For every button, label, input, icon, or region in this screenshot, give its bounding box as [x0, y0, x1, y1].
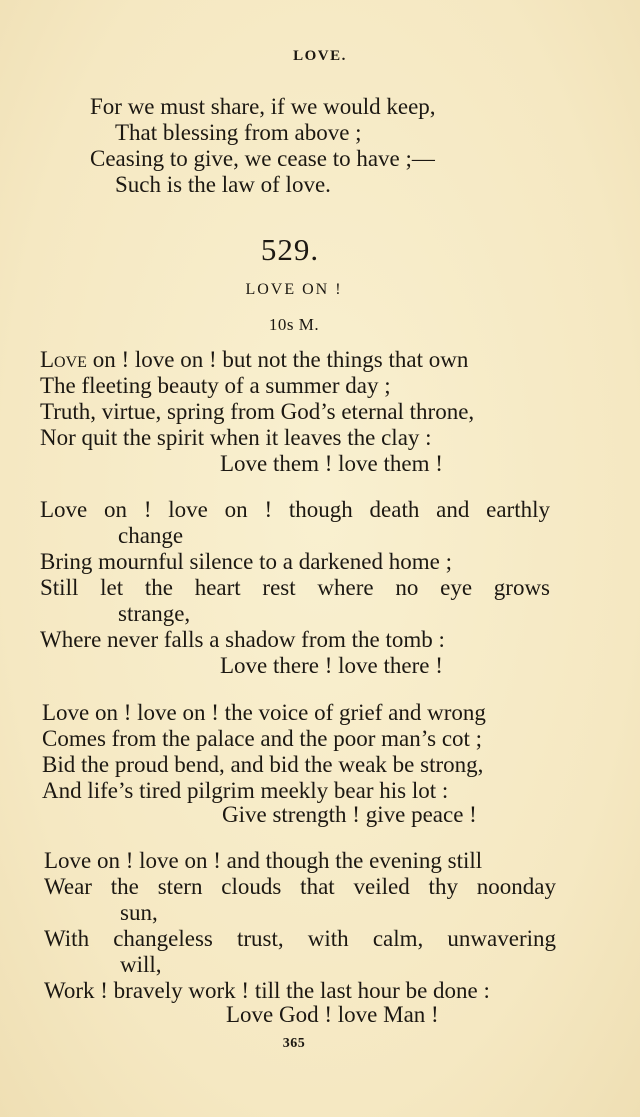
verse-line: Work ! bravely work ! till the last hour be done : [44, 978, 490, 1003]
running-head: LOVE. [293, 48, 347, 64]
verse-line-continuation: change [118, 523, 184, 548]
refrain-line: Give strength ! give peace ! [222, 802, 477, 827]
verse-line-continuation: strange, [118, 601, 191, 626]
verse-line: Nor quit the spirit when it leaves the clay : [40, 425, 432, 450]
verse-line: Such is the law of love. [115, 172, 331, 197]
verse-line-rest: on ! love on ! but not the things that own [86, 347, 469, 372]
verse-line: Still let the heart rest where no eye grows [40, 575, 550, 600]
verse-line: And life’s tired pilgrim meekly bear his lot : [42, 778, 449, 803]
verse-line: Truth, virtue, spring from God’s eternal throne, [40, 399, 475, 424]
verse-line: For we must share, if we would keep, [90, 94, 436, 119]
verse-line [40, 347, 468, 373]
verse-line: Wear the stern clouds that veiled thy noonday [44, 874, 556, 899]
verse-line: Ceasing to give, we cease to have ;— [90, 146, 435, 171]
verse-line-continuation: will, [120, 952, 162, 977]
verse-line: Bring mournful silence to a darkened home ; [40, 549, 452, 574]
verse-line-continuation: sun, [120, 900, 158, 925]
verse-line: Where never falls a shadow from the tomb : [40, 627, 445, 652]
verse-line: That blessing from above ; [115, 120, 362, 145]
refrain-line: Love them ! love them ! [220, 451, 443, 476]
verse-line: Love on ! love on ! though death and earthly [40, 497, 550, 522]
verse-line: Love on ! love on ! and though the evening still [44, 848, 483, 873]
page-number: 365 [282, 1036, 306, 1051]
verse-line: With changeless trust, with calm, unwavering [44, 926, 556, 951]
verse-line: Love on ! love on ! the voice of grief and wrong [42, 700, 486, 725]
verse-line: The fleeting beauty of a summer day ; [40, 373, 391, 398]
verse-line: Comes from the palace and the poor man’s cot ; [42, 726, 483, 751]
hymn-meter: 10s M. [268, 315, 320, 334]
drop-word: Love [40, 347, 87, 372]
refrain-line: Love God ! love Man ! [226, 1002, 439, 1027]
verse-line: Bid the proud bend, and bid the weak be strong, [42, 752, 484, 777]
hymn-number: 529. [260, 232, 320, 267]
refrain-line: Love there ! love there ! [220, 653, 443, 678]
hymn-title: LOVE ON ! [245, 281, 343, 298]
